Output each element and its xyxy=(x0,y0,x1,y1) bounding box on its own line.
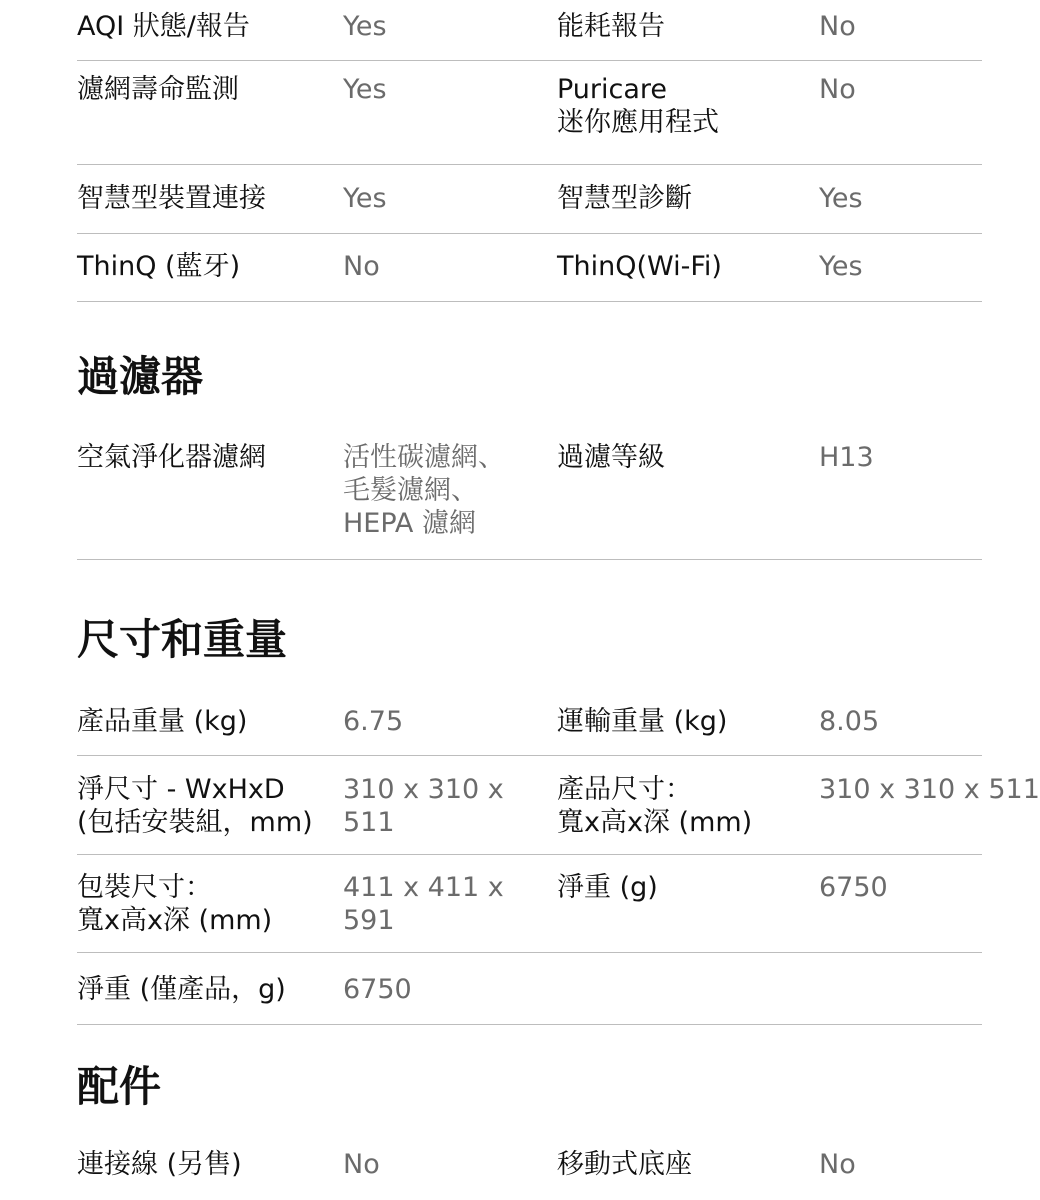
spec-label: 運輸重量 (kg) xyxy=(557,706,728,737)
filter-table xyxy=(77,441,982,560)
spec-value: 8.05 xyxy=(819,706,880,737)
spec-value: Yes xyxy=(343,74,387,105)
section-title-accessories: 配件 xyxy=(77,1062,162,1111)
table-row xyxy=(77,953,982,1025)
spec-value: 310 x 310 x 511 xyxy=(343,774,504,838)
spec-value: 6.75 xyxy=(343,706,404,737)
spec-label: 產品重量 (kg) xyxy=(77,706,248,737)
table-row xyxy=(77,441,982,560)
spec-value: Yes xyxy=(343,11,387,42)
section-title-filter: 過濾器 xyxy=(77,352,204,401)
spec-label: 智慧型裝置連接 xyxy=(77,183,266,214)
table-row xyxy=(77,165,982,234)
spec-label: AQI 狀態/報告 xyxy=(77,11,250,42)
features-section xyxy=(77,0,982,302)
spec-label: 淨尺寸 - WxHxD (包括安裝組，mm) xyxy=(77,774,313,838)
spec-label: 淨重 (g) xyxy=(557,872,658,903)
spec-label xyxy=(557,973,819,1024)
accessories-section xyxy=(77,1148,982,1200)
filter-section xyxy=(77,441,982,560)
spec-label: 產品尺寸： 寬x高x深 (mm) xyxy=(557,774,753,838)
spec-value: Yes xyxy=(343,183,387,214)
spec-value: 活性碳濾網、 毛髮濾網、 HEPA 濾網 xyxy=(343,442,505,539)
spec-value: 6750 xyxy=(819,872,888,903)
table-row xyxy=(77,689,982,756)
table-row xyxy=(77,855,982,953)
spec-label: 能耗報告 xyxy=(557,11,665,42)
spec-label: 過濾等級 xyxy=(557,442,665,473)
spec-label: 包裝尺寸： 寬x高x深 (mm) xyxy=(77,872,273,936)
features-table xyxy=(77,0,982,302)
spec-value: No xyxy=(819,11,856,42)
accessories-table xyxy=(77,1148,982,1200)
spec-label: 淨重 (僅產品，g) xyxy=(77,974,286,1005)
spec-label: ThinQ (藍牙) xyxy=(77,251,241,282)
spec-value: Yes xyxy=(819,183,863,214)
section-title-dimensions: 尺寸和重量 xyxy=(77,615,288,664)
spec-value: 310 x 310 x 511 xyxy=(819,774,1040,805)
spec-label: ThinQ(Wi-Fi) xyxy=(557,251,722,282)
table-row xyxy=(77,61,982,165)
dimensions-section xyxy=(77,689,1040,1025)
table-row xyxy=(77,756,1040,855)
spec-value xyxy=(819,973,982,1024)
spec-label: 空氣淨化器濾網 xyxy=(77,442,266,473)
spec-value: 411 x 411 x 591 xyxy=(343,872,504,936)
spec-value: H13 xyxy=(819,442,874,473)
table-row xyxy=(77,1148,982,1200)
spec-label: 濾網壽命監測 xyxy=(77,74,239,105)
spec-value: Yes xyxy=(819,251,863,282)
table-row xyxy=(77,0,982,61)
table-row xyxy=(77,234,982,302)
spec-value: 6750 xyxy=(343,974,412,1005)
spec-value: No xyxy=(819,74,856,105)
spec-label: Puricare 迷你應用程式 xyxy=(557,74,719,138)
spec-label: 移動式底座 xyxy=(557,1149,692,1180)
dimensions-table xyxy=(77,689,1040,1025)
spec-value: No xyxy=(819,1149,856,1180)
spec-value: No xyxy=(343,251,380,282)
spec-label: 智慧型診斷 xyxy=(557,183,692,214)
spec-value: No xyxy=(343,1149,380,1180)
spec-label: 連接線 (另售) xyxy=(77,1149,242,1180)
